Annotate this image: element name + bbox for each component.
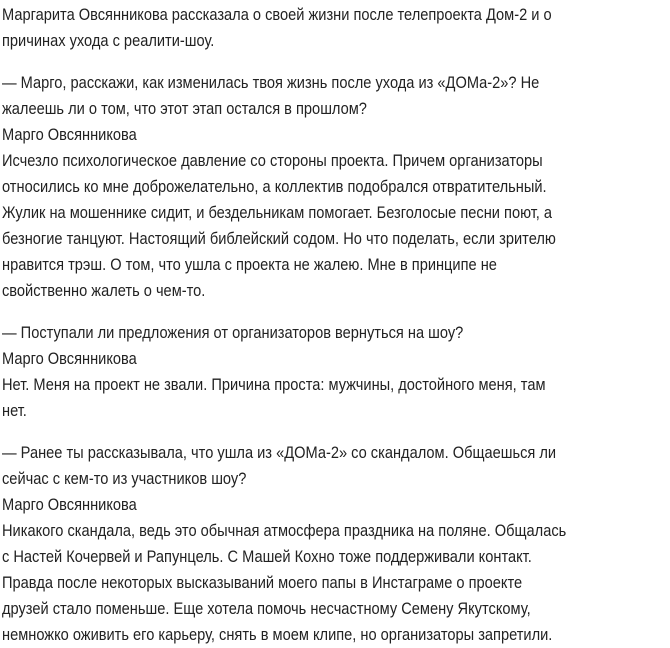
- answer-line: свойственно жалеть о чем-то.: [2, 281, 206, 300]
- question-line: сейчас с кем-то из участников шоу?: [2, 469, 247, 488]
- answer-line: немножко оживить его карьеру, снять в моем клипе, но организаторы запретили.: [2, 625, 553, 644]
- answer-line: Правда после некоторых высказываний моего папы в Инстаграме о проекте: [2, 573, 523, 592]
- answer-line: относились ко мне доброжелательно, а коллектив подобрался отвратительный.: [2, 177, 547, 196]
- answer-line: нравится трэш. О том, что ушла с проекта не жалею. Мне в принципе не: [2, 255, 497, 274]
- question-line: — Ранее ты рассказывала, что ушла из «ДОМа-2» со скандалом. Общаешься ли: [2, 443, 557, 462]
- qa-block-2: [2, 320, 670, 424]
- text-line: причинах ухода с реалити-шоу.: [2, 31, 215, 50]
- answer-line: Жулик на мошеннике сидит, и бездельникам помогает. Безголосые песни поют, а: [2, 203, 553, 222]
- question-line: жалеешь ли о том, что этот этап остался в прошлом?: [2, 99, 367, 118]
- answer-line: Исчезло психологическое давление со стороны проекта. Причем организаторы: [2, 151, 543, 170]
- answer-line: с Настей Кочервей и Рапунцель. С Машей Кохно тоже поддерживали контакт.: [2, 547, 532, 566]
- qa-block-3: [2, 440, 670, 648]
- answer-line: друзей стало поменьше. Еще хотела помочь несчастному Семену Якутскому,: [2, 599, 531, 618]
- question-line: — Поступали ли предложения от организаторов вернуться на шоу?: [2, 323, 464, 342]
- speaker-name: Марго Овсянникова: [2, 125, 137, 144]
- qa-block-1: [2, 70, 670, 304]
- answer-line: Никакого скандала, ведь это обычная атмосфера праздника на поляне. Общалась: [2, 521, 567, 540]
- speaker-name: Марго Овсянникова: [2, 349, 137, 368]
- intro-paragraph: [2, 2, 670, 54]
- question-line: — Марго, расскажи, как изменилась твоя жизнь после ухода из «ДОМа-2»? Не: [2, 73, 540, 92]
- answer-line: нет.: [2, 401, 27, 420]
- answer-line: безногие танцуют. Настоящий библейский содом. Но что поделать, если зрителю: [2, 229, 556, 248]
- text-line: Маргарита Овсянникова рассказала о своей жизни после телепроекта Дом-2 и о: [2, 5, 552, 24]
- speaker-name: Марго Овсянникова: [2, 495, 137, 514]
- answer-line: Нет. Меня на проект не звали. Причина проста: мужчины, достойного меня, там: [2, 375, 546, 394]
